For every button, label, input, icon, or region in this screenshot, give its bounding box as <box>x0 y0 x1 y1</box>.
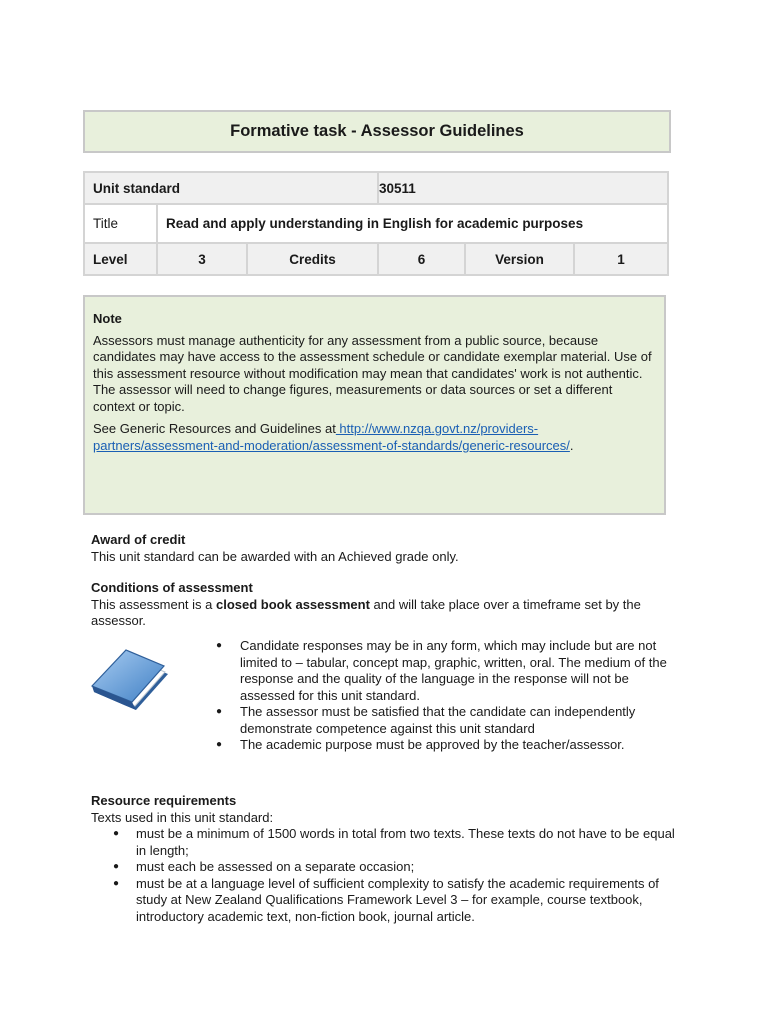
note-paragraph-link <box>93 421 656 454</box>
award-heading: Award of credit <box>91 532 186 547</box>
level-value: 3 <box>157 243 247 275</box>
title-value: Read and apply understanding in English for academic purposes <box>157 204 668 243</box>
level-label: Level <box>84 243 157 275</box>
credits-label: Credits <box>247 243 378 275</box>
conditions-text <box>91 597 686 630</box>
unit-info-table <box>83 171 669 276</box>
resources-heading: Resource requirements <box>91 793 237 808</box>
credits-value: 6 <box>378 243 465 275</box>
table-row <box>84 172 668 204</box>
list-item: ● must be at a language level of sufficient complexity to satisfy the academic requirements of study at New Zealand Qualifications Framework Level 3 – for example, course textbook, introductory academic text, non-fiction book, journal article. <box>91 876 686 926</box>
list-item: ● The assessor must be satisfied that the candidate can independently demonstrate competence against this unit standard <box>214 704 674 737</box>
note-heading: Note <box>93 311 122 326</box>
note-box <box>83 295 666 515</box>
title-label: Title <box>84 204 157 243</box>
conditions-text-bold: closed book assessment <box>216 596 370 612</box>
page-title: Formative task - Assessor Guidelines <box>83 110 671 153</box>
table-row <box>84 204 668 243</box>
unit-standard-label: Unit standard <box>84 172 378 204</box>
award-section <box>91 532 691 565</box>
list-item: ● must each be assessed on a separate occasion; <box>91 859 686 876</box>
conditions-text-suffix: and will take place over a timeframe set by the assessor. <box>91 596 641 628</box>
conditions-section <box>91 580 686 630</box>
resources-section <box>91 793 686 925</box>
version-label: Version <box>465 243 574 275</box>
unit-standard-value: 30511 <box>378 172 668 204</box>
conditions-bullet-list <box>214 638 674 754</box>
list-item: ● Candidate responses may be in any form, which may include but are not limited to – tabular, concept map, graphic, written, oral. The medium of the response and the quality of the language in the response will not be assessed for this unit standard. <box>214 638 674 704</box>
generic-resources-link[interactable]: http://www.nzqa.govt.nz/providers-partners/assessment-and-moderation/assessment-of-standards/generic-resources/ <box>93 421 570 453</box>
note-link-suffix: . <box>569 437 574 453</box>
list-item: ● The academic purpose must be approved by the teacher/assessor. <box>214 737 674 754</box>
conditions-heading: Conditions of assessment <box>91 580 253 595</box>
list-item: ● must be a minimum of 1500 words in total from two texts. These texts do not have to be equal in length; <box>91 826 686 859</box>
note-link-prefix: See Generic Resources and Guidelines at <box>93 421 336 436</box>
note-paragraph: Assessors must manage authenticity for any assessment from a public source, because candidates may have access to the assessment schedule or candidate exemplar material. Use of this assessment resource without modification may mean that candidates' work is not authentic. The assessor will need to change figures, measurements or data sources or set a different context or topic. <box>93 332 652 414</box>
conditions-text-prefix: This assessment is a <box>91 596 216 612</box>
award-text: This unit standard can be awarded with an Achieved grade only. <box>91 548 459 564</box>
version-value: 1 <box>574 243 668 275</box>
book-icon <box>88 640 170 712</box>
resources-bullet-list <box>91 826 686 925</box>
table-row <box>84 243 668 275</box>
resources-intro: Texts used in this unit standard: <box>91 809 274 825</box>
